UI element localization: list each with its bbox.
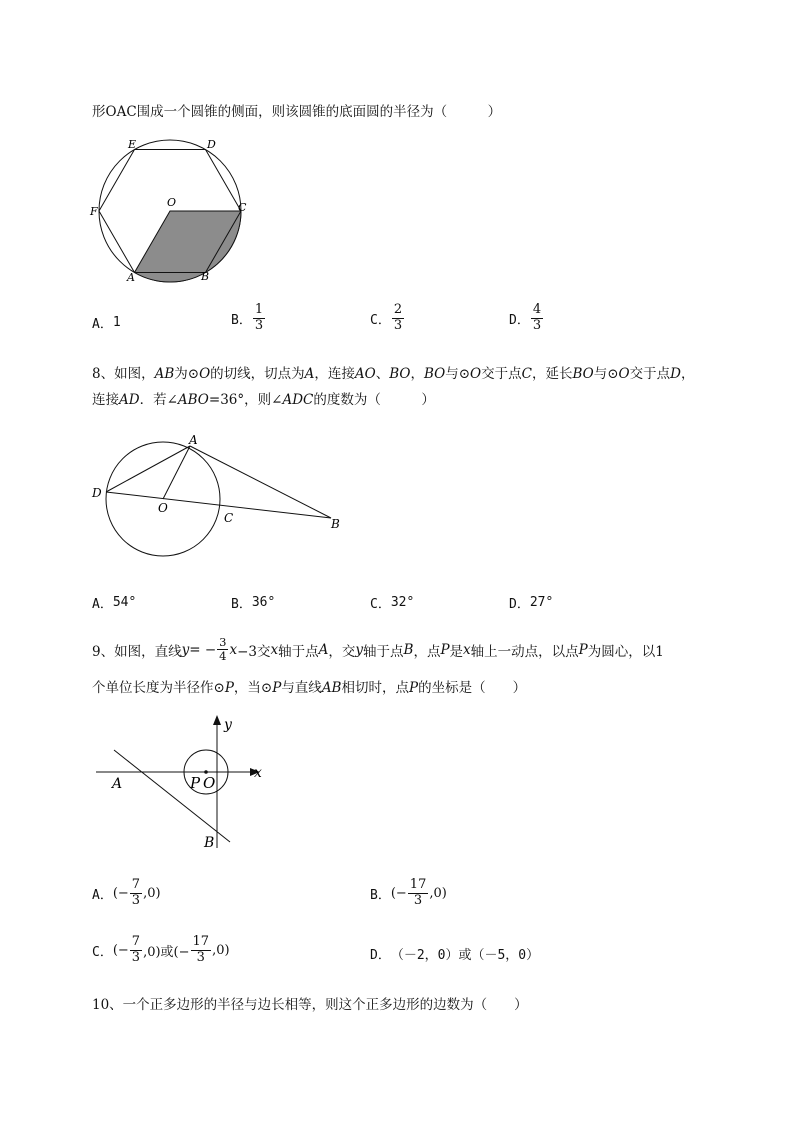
q9-line-AB: [114, 750, 230, 842]
q7-label-A: A: [127, 271, 135, 284]
q9-label-x: x: [254, 765, 262, 781]
q9-option-d[interactable]: D． （－2，0）或（－5，0）: [370, 948, 540, 963]
q9-stem-line2: 个单位长度为半径作⊙P，当⊙P与直线AB相切时，点P的坐标是（ ）: [92, 680, 527, 696]
q8-label-B: B: [331, 517, 340, 531]
q7-option-c-fraction: $\frac{2}{3}$: [393, 302, 403, 333]
q7-label-C: C: [238, 201, 247, 214]
q8-option-c[interactable]: C． 32°: [370, 595, 415, 612]
q7-label-D: D: [207, 138, 216, 151]
q7-stem: 形OAC围成一个圆锥的侧面，则该圆锥的底面圆的半径为（ ）: [92, 104, 502, 120]
q9-label-A: A: [112, 776, 123, 792]
q9-option-a-fraction: $\frac{7}{3}$: [131, 877, 141, 908]
q8-figure: [88, 430, 348, 580]
q7-option-d-fraction: $\frac{4}{3}$: [532, 302, 542, 333]
q9-label-O: O: [203, 774, 216, 792]
q8-label-D: D: [92, 486, 102, 500]
q7-option-b[interactable]: B． $\frac{1}{3}$: [231, 302, 264, 333]
q10-stem: 10、一个正多边形的半径与边长相等，则这个正多边形的边数为（ ）: [92, 997, 528, 1013]
q8-segment-DB: [106, 492, 331, 518]
q7-option-c[interactable]: C． $\frac{2}{3}$: [370, 302, 403, 333]
q8-stem-line2: 连接AD．若∠ABO=36°，则∠ADC的度数为（ ）: [92, 392, 435, 408]
q8-option-d[interactable]: D． 27°: [509, 595, 554, 612]
q8-segment-AD: [106, 446, 190, 492]
q7-option-a[interactable]: A． 1: [92, 315, 121, 332]
q9-label-y: y: [224, 717, 232, 733]
q7-label-E: E: [128, 138, 137, 151]
q7-label-B: B: [201, 270, 210, 283]
q8-tangent-AB: [190, 446, 331, 518]
q8-label-A: A: [189, 433, 198, 447]
q9-stem-line1: 9、如图，直线 y = − $\frac{3}{4}$ x −3交 x 轴于点 A ，交 y 轴于点 B ，点 P 是 x 轴上一动点，以点 P 为圆心，以1: [92, 635, 664, 664]
q9-y-axis-arrow: [213, 715, 221, 725]
q9-slope-fraction: $\frac{3}{4}$: [219, 635, 227, 664]
q9-label-P: P: [190, 774, 201, 792]
q8-label-O: O: [158, 501, 168, 515]
q7-label-F: F: [90, 205, 98, 218]
q9-option-b-fraction: $\frac{17}{3}$: [409, 877, 427, 908]
q7-label-O: O: [167, 196, 177, 209]
q9-label-B: B: [204, 835, 215, 851]
q8-option-b[interactable]: B． 36°: [231, 595, 276, 612]
q7-shaded-sector: [135, 211, 242, 282]
q7-figure: [90, 135, 250, 285]
q7-option-d[interactable]: D． $\frac{4}{3}$: [509, 302, 542, 333]
q9-option-b[interactable]: B． (− $\frac{17}{3}$ ,0): [370, 877, 447, 908]
q8-label-C: C: [224, 511, 234, 525]
q9-option-a[interactable]: A． (− $\frac{7}{3}$ ,0): [92, 877, 161, 908]
q9-option-c-fraction-2: $\frac{17}{3}$: [192, 934, 210, 965]
q8-option-a[interactable]: A． 54°: [92, 595, 137, 612]
q9-figure: [94, 715, 284, 855]
q8-stem-line1: 8、如图，AB为⊙O的切线，切点为A，连接AO、BO，BO与⊙O交于点C，延长BO与⊙O交于点D，: [92, 366, 695, 382]
q9-option-c[interactable]: C． (− $\frac{7}{3}$ ,0)或(− $\frac{17}{3}$ ,0): [92, 934, 230, 965]
q9-option-c-fraction-1: $\frac{7}{3}$: [131, 934, 141, 965]
q7-option-b-fraction: $\frac{1}{3}$: [254, 302, 264, 333]
